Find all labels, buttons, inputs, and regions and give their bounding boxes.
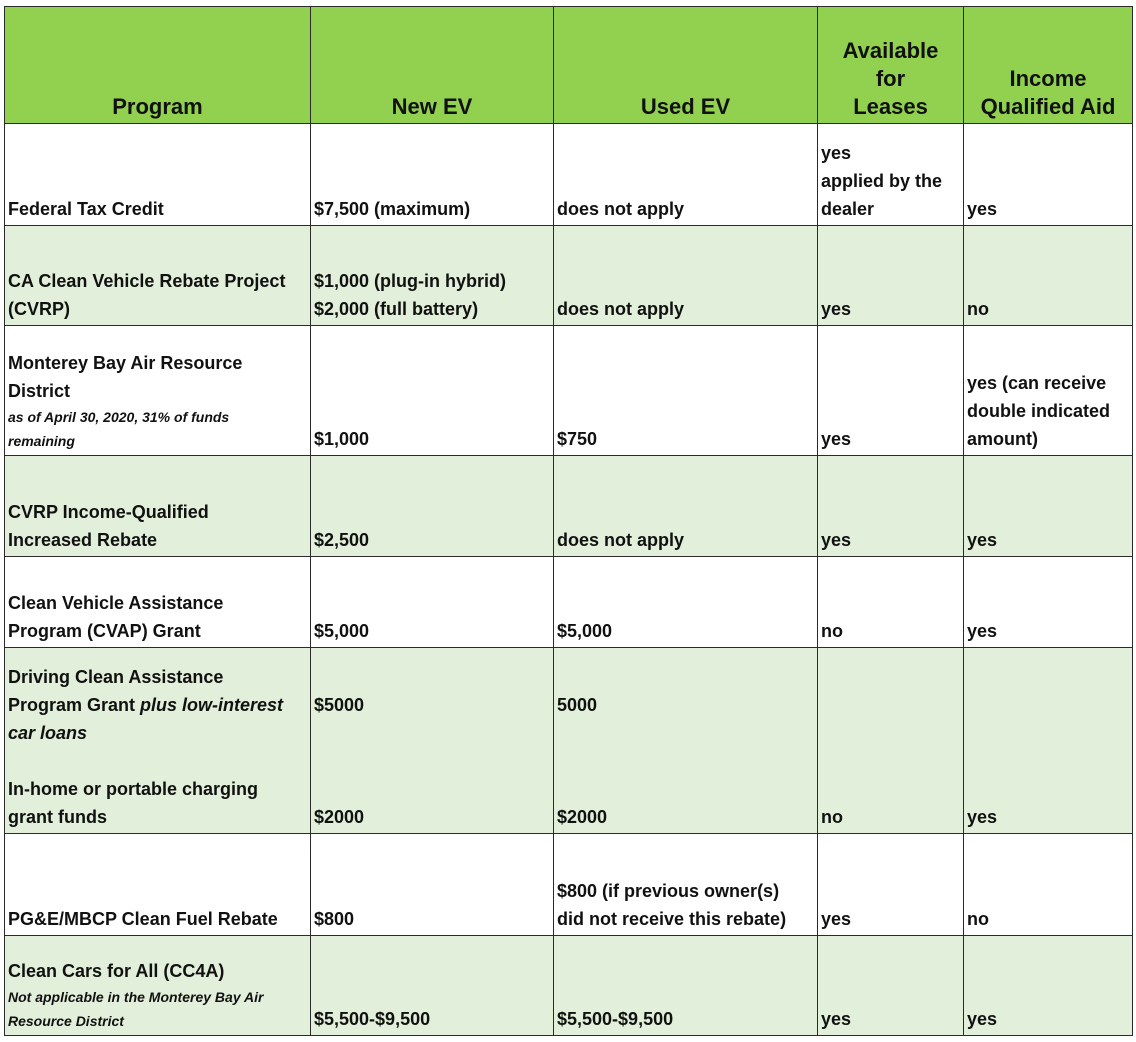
cell-program: CVRP Income-Qualified Increased Rebate [5, 456, 311, 557]
funding-note: remaining [8, 433, 75, 449]
table-row [5, 834, 1133, 936]
cell-new-ev: $7,500 (maximum) [311, 124, 554, 226]
cell-used-ev: $800 (if previous owner(s) did not receive this rebate) [554, 834, 818, 936]
cell-program: PG&E/MBCP Clean Fuel Rebate [5, 834, 311, 936]
cell-program: Monterey Bay Air Resource District as of April 30, 2020, 31% of funds remaining [5, 326, 311, 456]
cell-new-ev: $2,500 [311, 456, 554, 557]
cell-leases: yes applied by the dealer [818, 124, 964, 226]
applicability-note: Not applicable in the Monterey Bay Air [8, 989, 264, 1005]
cell-leases: yes [818, 936, 964, 1036]
cell-leases: no [818, 648, 964, 834]
header-new-ev: New EV [311, 7, 554, 124]
cell-income: yes [964, 124, 1133, 226]
cell-new-ev: $5000 $2000 [311, 648, 554, 834]
cell-leases: yes [818, 226, 964, 326]
cell-program: CA Clean Vehicle Rebate Project (CVRP) [5, 226, 311, 326]
header-used-ev: Used EV [554, 7, 818, 124]
cell-leases: yes [818, 326, 964, 456]
ev-incentives-table [4, 6, 1133, 1036]
cell-used-ev: $5,000 [554, 557, 818, 648]
table-row [5, 936, 1133, 1036]
table-row [5, 226, 1133, 326]
cell-new-ev: $1,000 (plug-in hybrid) $2,000 (full battery) [311, 226, 554, 326]
header-income-qualified-aid: Income Qualified Aid [964, 7, 1133, 124]
cell-income: yes [964, 456, 1133, 557]
cell-new-ev: $800 [311, 834, 554, 936]
cell-income: yes [964, 936, 1133, 1036]
cell-new-ev: $1,000 [311, 326, 554, 456]
cell-used-ev: $5,500-$9,500 [554, 936, 818, 1036]
applicability-note: Resource District [8, 1013, 124, 1029]
table-row [5, 648, 1133, 834]
cell-used-ev: does not apply [554, 456, 818, 557]
cell-program: Clean Cars for All (CC4A) Not applicable in the Monterey Bay Air Resource District [5, 936, 311, 1036]
cell-leases: yes [818, 834, 964, 936]
header-available-for-leases: Available for Leases [818, 7, 964, 124]
cell-program: Clean Vehicle Assistance Program (CVAP) Grant [5, 557, 311, 648]
cell-income: yes (can receive double indicated amount) [964, 326, 1133, 456]
cell-used-ev: does not apply [554, 226, 818, 326]
cell-program: Driving Clean Assistance Program Grant plus low-interest car loans In-home or portable charging grant funds [5, 648, 311, 834]
funding-note: as of April 30, 2020, 31% of funds [8, 409, 230, 425]
table-row [5, 326, 1133, 456]
cell-used-ev: $750 [554, 326, 818, 456]
cell-income: no [964, 226, 1133, 326]
cell-used-ev: does not apply [554, 124, 818, 226]
cell-income: yes [964, 648, 1133, 834]
cell-leases: no [818, 557, 964, 648]
table-row [5, 124, 1133, 226]
cell-new-ev: $5,500-$9,500 [311, 936, 554, 1036]
cell-income: no [964, 834, 1133, 936]
cell-used-ev: 5000 $2000 [554, 648, 818, 834]
cell-program: Federal Tax Credit [5, 124, 311, 226]
header-row [5, 7, 1133, 124]
cell-new-ev: $5,000 [311, 557, 554, 648]
cell-leases: yes [818, 456, 964, 557]
cell-income: yes [964, 557, 1133, 648]
table-row [5, 456, 1133, 557]
table-row [5, 557, 1133, 648]
header-program: Program [5, 7, 311, 124]
